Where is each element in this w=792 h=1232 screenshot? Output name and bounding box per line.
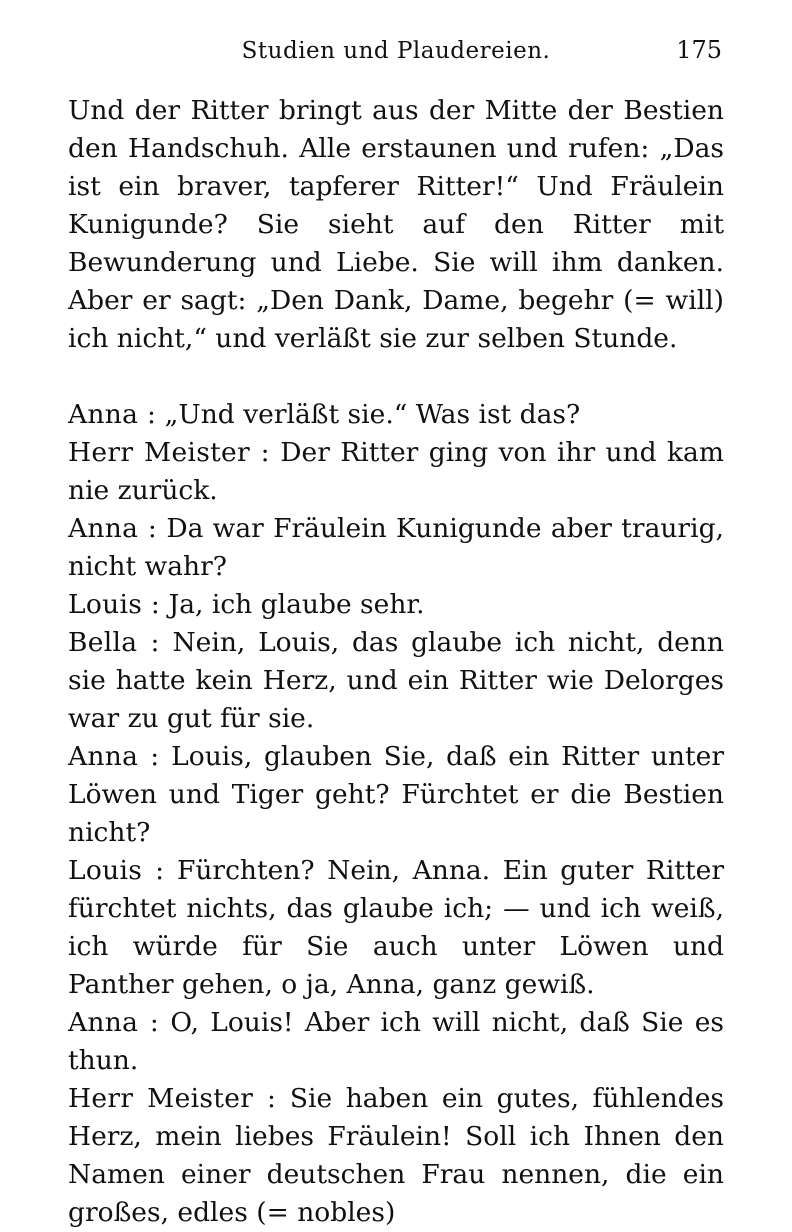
paragraph-text: Und der Ritter bringt aus der Mitte der Bestien den Handschuh. Alle erstaunen und rufen: „Das ist ein braver, tapferer Ritter!“ Und Fräulein Kunigunde? Sie sieht auf den Ritter mit Bewunderung und Liebe. Sie will ihm danken. Aber er sagt: „Den Dank, Dame, begehr (= will) ich nicht,“ und verläßt sie zur selben Stunde. <box>68 95 724 354</box>
running-head: Studien und Plaudereien. <box>241 38 551 64</box>
speaker-name: Anna : <box>68 399 157 430</box>
dialogue-line <box>68 624 724 738</box>
dialogue-text: O, Louis! Aber ich will nicht, daß Sie es thun. <box>68 1007 724 1076</box>
speaker-name: Herr Meister : <box>68 437 270 468</box>
paragraph-gap <box>68 358 724 396</box>
dialogue-line <box>68 396 724 434</box>
dialogue-text: Sie haben ein gutes, fühlendes Herz, mein liebes Fräulein! Soll ich Ihnen den Namen einer deutschen Frau nennen, die ein großes, edles (= nobles) <box>68 1083 724 1228</box>
page-number: 175 <box>676 36 722 64</box>
dialogue-text: Fürchten? Nein, Anna. Ein guter Ritter fürchtet nichts, das glaube ich; — und ich weiß, ich würde für Sie auch unter Löwen und Panther gehen, o ja, Anna, ganz gewiß. <box>68 855 724 1000</box>
narrative-paragraph <box>68 92 724 358</box>
dialogue-line <box>68 434 724 510</box>
dialogue-text: „Und verläßt sie.“ Was ist das? <box>164 399 581 430</box>
dialogue-text: Da war Fräulein Kunigunde aber traurig, nicht wahr? <box>68 513 724 582</box>
dialogue-text: Ja, ich glaube sehr. <box>168 589 425 620</box>
speaker-name: Louis : <box>68 855 165 886</box>
speaker-name: Anna : <box>68 741 160 772</box>
dialogue-line <box>68 510 724 586</box>
dialogue-text: Nein, Louis, das glaube ich nicht, denn sie hatte kein Herz, und ein Ritter wie Delorges war zu gut für sie. <box>68 627 724 734</box>
page-header <box>68 34 724 74</box>
dialogue-line <box>68 738 724 852</box>
dialogue-line <box>68 586 724 624</box>
speaker-name: Herr Meister : <box>68 1083 277 1114</box>
body-text <box>68 92 724 1232</box>
dialogue-text: Louis, glauben Sie, daß ein Ritter unter Löwen und Tiger geht? Fürchtet er die Bestien nicht? <box>68 741 724 848</box>
speaker-name: Louis : <box>68 589 161 620</box>
dialogue-text: Der Ritter ging von ihr und kam nie zurück. <box>68 437 724 506</box>
dialogue-line <box>68 852 724 1004</box>
dialogue-line <box>68 1004 724 1080</box>
dialogue-line <box>68 1080 724 1232</box>
speaker-name: Anna : <box>68 1007 160 1038</box>
speaker-name: Anna : <box>68 513 158 544</box>
speaker-name: Bella : <box>68 627 160 658</box>
